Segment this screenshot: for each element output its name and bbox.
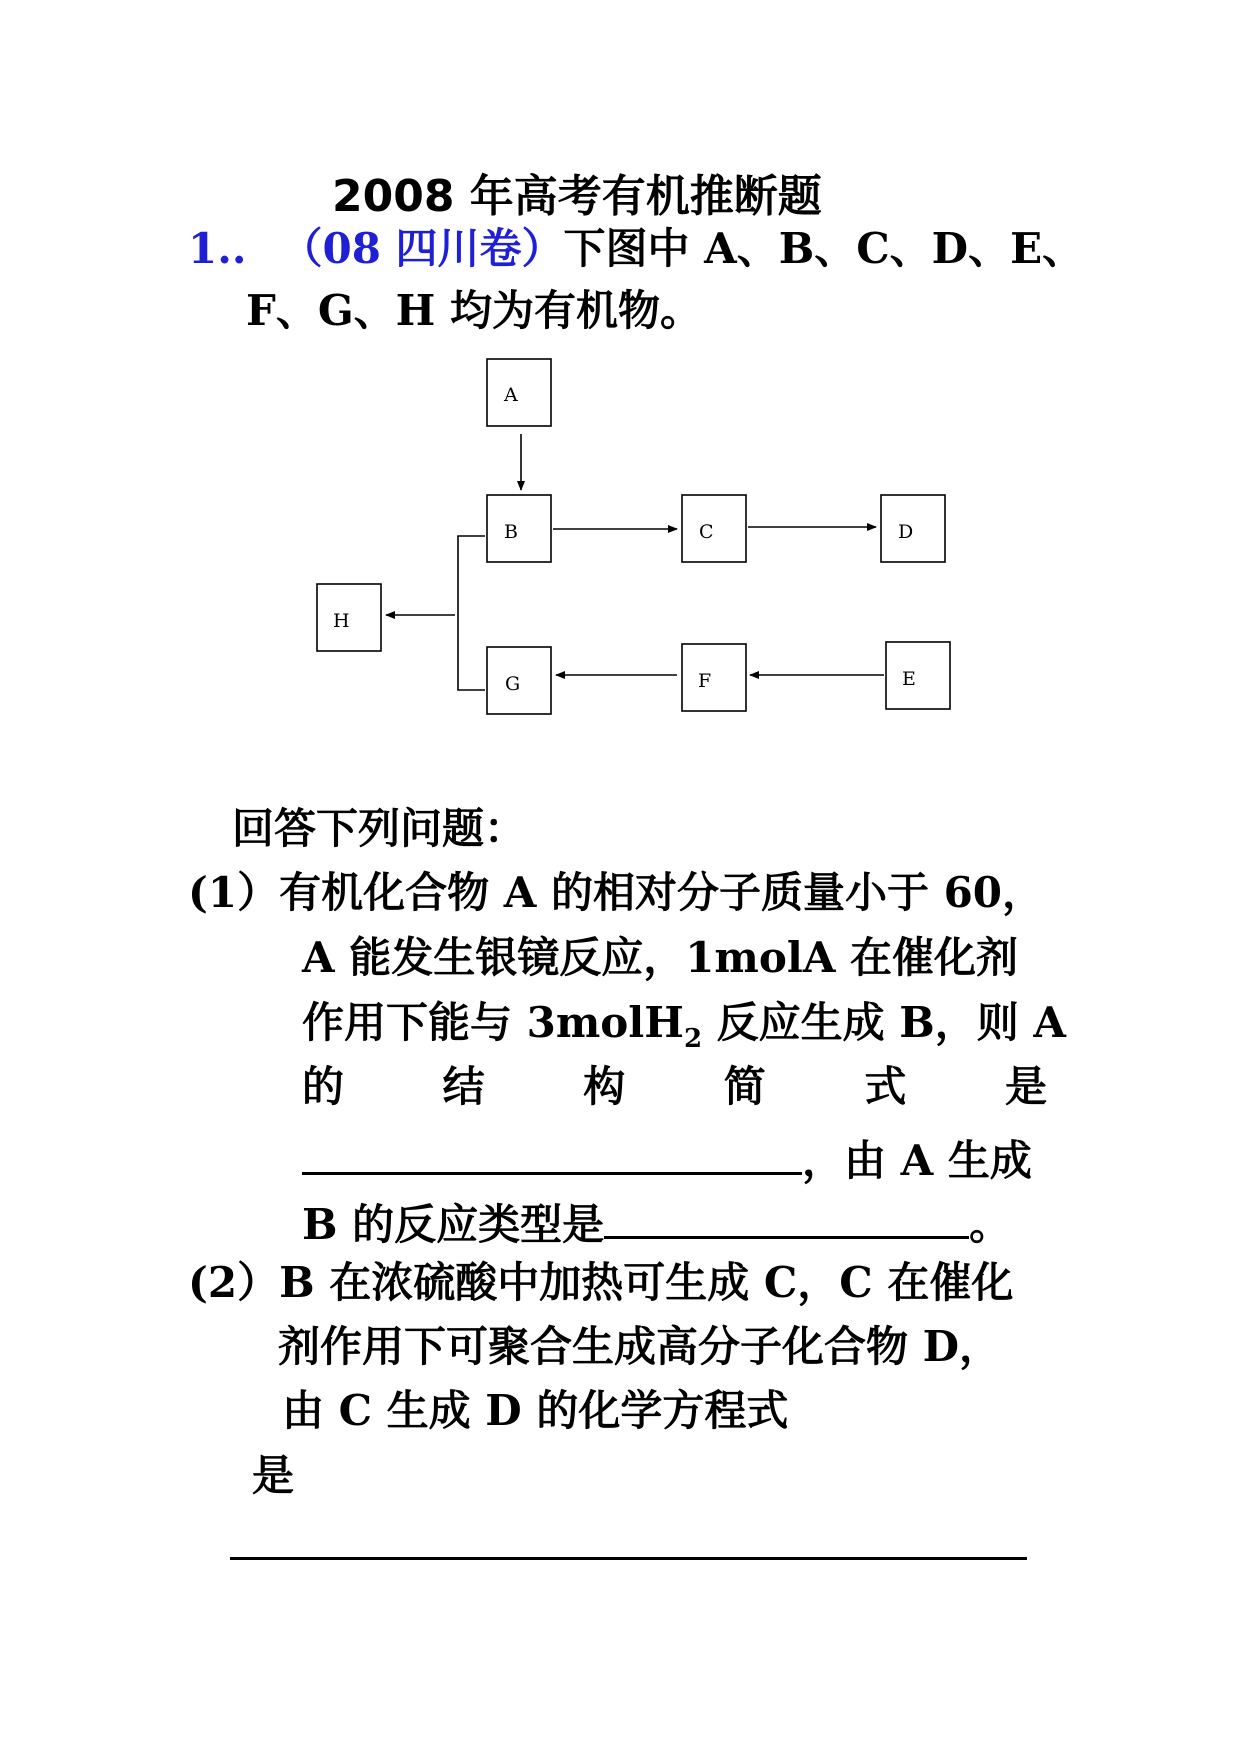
part1-line5 [302,1132,1032,1185]
part1-line2: A 能发生银镜反应，1molA 在催化剂 [302,933,1019,982]
question-intro-line2: F、G、H 均为有机物。 [246,286,702,335]
box-d-label: D [898,521,914,543]
part1-line3 [302,998,1066,1054]
part1-line3-sub: 2 [683,1024,703,1054]
box-a-label: A [504,384,518,406]
reaction-diagram [0,0,1241,760]
part2-line3: 由 C 生成 D 的化学方程式 [282,1386,789,1435]
part1-line6-end: 。 [969,1200,1012,1249]
question-intro-line1: 下图中 A、B、C、D、E、 [563,224,1085,273]
part2-text1: B 在浓硫酸中加热可生成 C，C 在催化 [279,1258,1014,1307]
part1-label: (1） [188,868,280,917]
part1-line6 [302,1196,1012,1249]
part1-line4 [302,1062,1047,1111]
part1-line5-text: ，由 A 生成 [802,1136,1032,1185]
part2-line1 [188,1258,1014,1307]
box-c [682,495,746,562]
part1-line4-char: 是 [1004,1062,1047,1111]
answer-prompt: 回答下列问题： [232,804,527,853]
bracket-b-g [458,536,485,690]
part1-line4-char: 式 [864,1062,907,1111]
part2-label: (2） [188,1258,280,1307]
box-c-label: C [699,521,714,543]
part1-line1 [188,868,1045,917]
part1-line6-text: B 的反应类型是 [302,1200,605,1249]
part1-line3-b: 反应生成 B，则 A [702,998,1066,1047]
question-source: （08 四川卷） [280,224,564,273]
part1-line3-a: 作用下能与 3molH [302,998,684,1047]
part1-line4-char: 结 [442,1062,485,1111]
answer-blank-reaction-type[interactable] [604,1196,969,1239]
box-b [487,495,551,562]
page-title: 2008 年高考有机推断题 [332,171,822,222]
part1-line4-char: 简 [723,1062,766,1111]
box-f-label: F [698,670,712,692]
part2-line4: 是 [252,1451,295,1500]
box-g-label: G [505,673,521,695]
part1-text1: 有机化合物 A 的相对分子质量小于 60， [279,868,1045,917]
box-e-label: E [902,668,916,690]
answer-blank-structure[interactable] [302,1132,802,1175]
part2-line2: 剂作用下可聚合生成高分子化合物 D， [278,1322,1002,1371]
part1-line4-char: 构 [583,1062,626,1111]
box-f [682,644,746,711]
answer-blank-equation[interactable] [230,1557,1027,1560]
box-h-label: H [333,610,350,632]
box-a [487,359,551,426]
question-number: 1.. [188,224,247,273]
box-b-label: B [504,521,518,543]
box-e [886,642,950,709]
part1-line4-char: 的 [302,1062,345,1111]
